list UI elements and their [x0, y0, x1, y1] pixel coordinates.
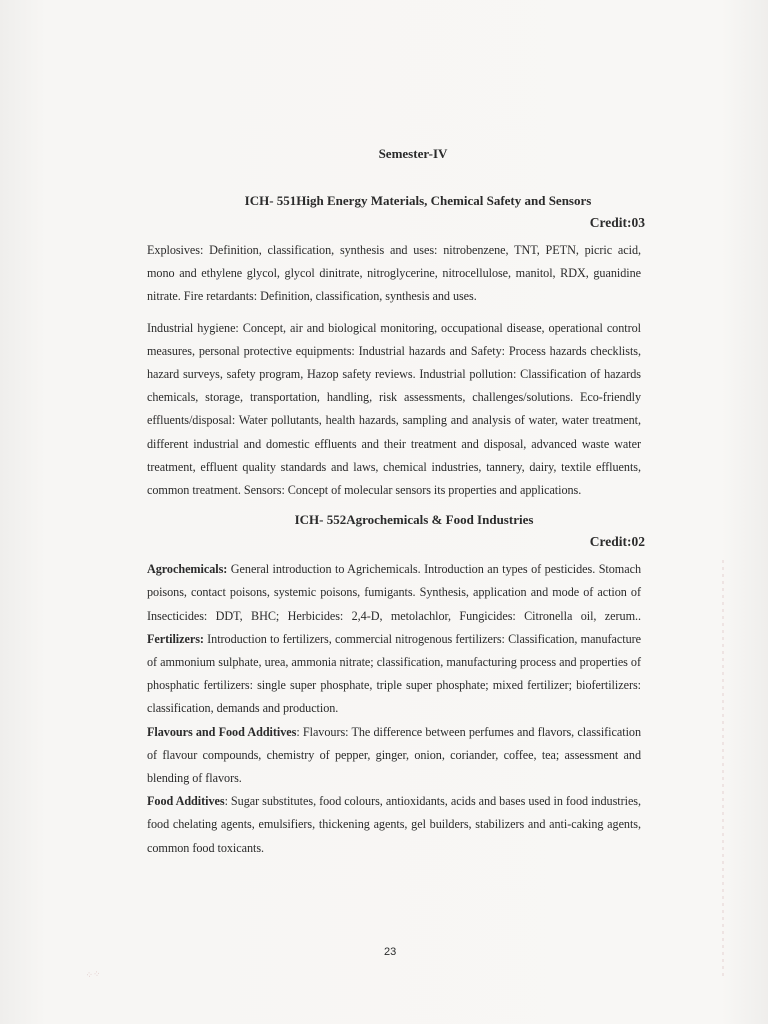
explosives-paragraph: Explosives: Definition, classification, synthesis and uses: nitrobenzene, TNT, PETN, picric acid, mono and ethylene glycol, glycol dinitrate, nitroglycerine, nitrocellulose, manitol, RDX, guanidine nitrate. Fire retardants: Definition, classification, synthesis and uses. — [147, 243, 641, 304]
course-552-title: ICH- 552Agrochemicals & Food Industries — [294, 512, 534, 528]
food-additives-text: : Sugar substitutes, food colours, antioxidants, acids and bases used in food industries, food chelating agents, emulsifiers, thickening agents, gel builders, stabilizers and anti-caking agents, common food toxicants. — [147, 794, 641, 855]
faint-stamp-mark: ⁘⁘ — [84, 968, 102, 981]
course-552-credit: Credit:02 — [589, 534, 645, 550]
agrochemicals-text: General introduction to Agrichemicals. Introduction an types of pesticides. Stomach poisons, contact poisons, systemic poisons, fumigants. Synthesis, application and mode of action of Insecticides: DDT, BHC; Herbicides: 2,4-D, metolachlor, Fungicides: Citronella oil, zerum.. — [147, 562, 641, 623]
fertilizers-text: Introduction to fertilizers, commercial nitrogenous fertilizers: Classification, manufacture of ammonium sulphate, urea, ammonia nitrate; classification, manufacturing process and properties of phosphatic fertilizers: single super phosphate, triple super phosphate; mixed fertilizer; biofertilizers: classification, demands and production. — [147, 631, 641, 716]
flavours-text: : Flavours: The difference between perfumes and flavors, classification of flavour compounds, chemistry of pepper, ginger, onion, coriander, coffee, tea; assessment and blending of flavors. — [147, 724, 641, 786]
page-number: 23 — [384, 946, 397, 958]
flavours-paragraph — [147, 721, 641, 791]
flavours-lead: Flavours and Food Additives — [147, 724, 297, 739]
fertilizers-lead: Fertilizers: — [147, 631, 204, 646]
semester-heading: Semester-IV — [378, 146, 448, 161]
page-content — [147, 146, 645, 860]
course-551-title: ICH- 551High Energy Materials, Chemical Safety and Sensors — [244, 193, 592, 208]
agrochemicals-paragraph — [147, 558, 641, 720]
food-additives-lead: Food Additives — [147, 794, 225, 809]
food-additives-paragraph — [147, 790, 641, 860]
industrial-hygiene-paragraph: Industrial hygiene: Concept, air and biological monitoring, occupational disease, operational control measures, personal protective equipments: Industrial hazards and Safety: Process hazards checklists, hazard surveys, safety program, Hazop safety reviews. Industrial pollution: Classification of hazards chemicals, storage, transportation, handling, risk assessments, challenges/solutions. Eco-friendly effluents/disposal: Water pollutants, health hazards, sampling and analysis of water, water treatment, different industrial and domestic effluents and their treatment and disposal, advanced waste water treatment, effluent quality standards and laws, chemical industries, tannery, dairy, textile effluents, common treatment. Sensors: Concept of molecular sensors its properties and applications. — [147, 320, 641, 498]
scan-edge-mark — [722, 560, 724, 980]
course-551-credit: Credit:03 — [589, 215, 645, 230]
agrochemicals-lead: Agrochemicals: — [147, 562, 228, 577]
